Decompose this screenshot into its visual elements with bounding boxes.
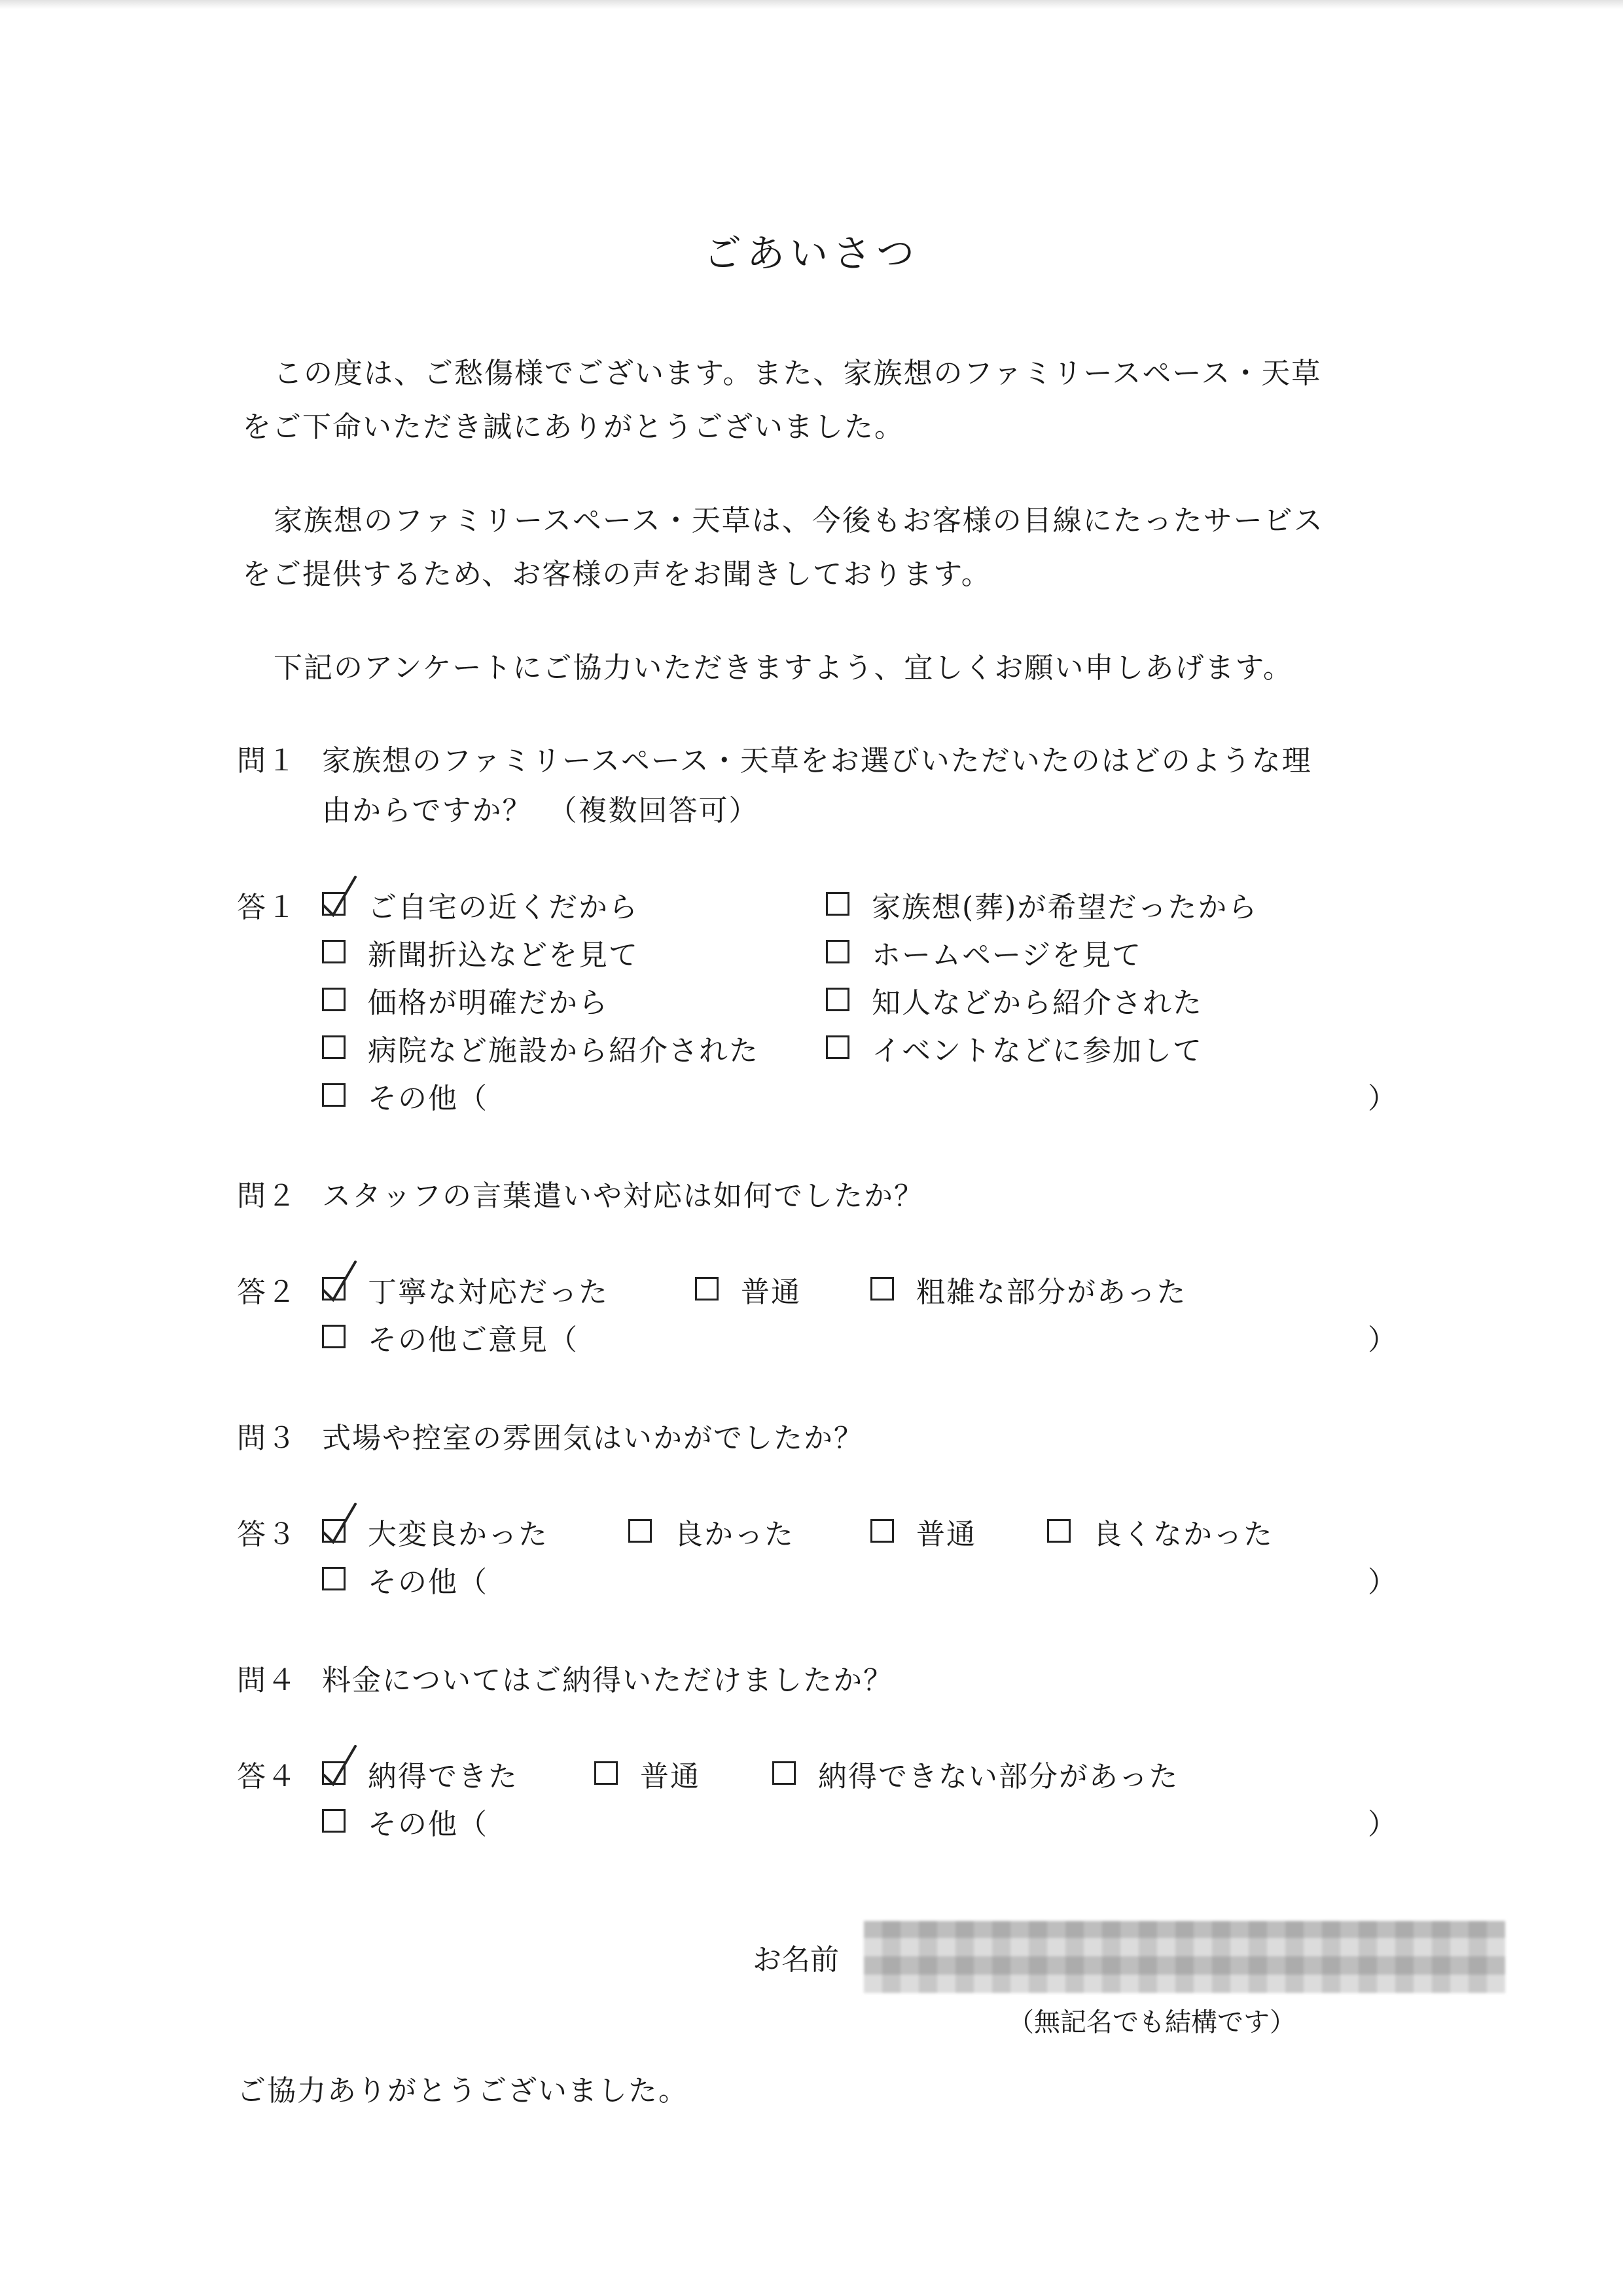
intro-paragraph-1 [242, 347, 1400, 454]
option-label: 丁寧な対応だった [368, 1276, 609, 1309]
answer-1-option-acquaintance[interactable] [826, 980, 1203, 1026]
checkbox[interactable] [322, 1325, 346, 1348]
question-3 [237, 1414, 864, 1463]
option-label: その他（ [368, 1566, 488, 1599]
answer-1-option-newspaper[interactable] [322, 933, 639, 978]
checkbox[interactable] [322, 940, 346, 963]
question-3-text: 式場や控室の雰囲気はいかがでしたか？ [322, 1422, 864, 1455]
option-label: ホームページを見て [872, 939, 1143, 972]
answer-4-label: 答４ [237, 1760, 297, 1793]
answer-2-label: 答２ [237, 1276, 297, 1309]
checkbox[interactable] [322, 1809, 346, 1833]
question-2 [237, 1172, 924, 1221]
answer-4-option-other[interactable] [322, 1802, 488, 1848]
option-label: 大変良かった [368, 1518, 548, 1551]
answer-1-other-close-paren: ） [1368, 1082, 1397, 1115]
intro-1-line-2: をご下命いただき誠にありがとうございました。 [242, 410, 904, 444]
answer-3-option-not-good[interactable] [1047, 1512, 1274, 1558]
option-label: その他（ [368, 1082, 488, 1115]
checkbox-checked[interactable] [322, 1761, 346, 1785]
checkbox[interactable] [594, 1761, 618, 1785]
scan-edge [0, 0, 1623, 9]
question-2-label: 問２ [237, 1179, 297, 1213]
checkbox[interactable] [772, 1761, 796, 1785]
option-label: 良くなかった [1093, 1518, 1274, 1551]
option-label: 普通 [640, 1760, 700, 1793]
question-2-text: スタッフの言葉遣いや対応は如何でしたか？ [322, 1179, 924, 1213]
answer-2-option-other[interactable] [322, 1318, 579, 1363]
answer-1-option-near-home[interactable] [322, 885, 639, 931]
option-label: 価格が明確だから [368, 986, 609, 1020]
question-4-text: 料金についてはご納得いただけましたか？ [322, 1664, 894, 1697]
answer-1-option-homepage[interactable] [826, 933, 1142, 978]
question-1-text-line-2: 由からですか？ （複数回答可） [322, 794, 759, 827]
option-label: 病院など施設から紹介された [368, 1034, 759, 1067]
checkbox[interactable] [826, 892, 849, 916]
answer-3-option-good[interactable] [628, 1512, 794, 1558]
intro-2-line-1: 家族想のファミリースペース・天草は、今後もお客様の目線にたったサービス [274, 504, 1324, 537]
intro-paragraph-3 [242, 641, 1400, 695]
checkbox[interactable] [870, 1277, 894, 1300]
checkbox[interactable] [1047, 1519, 1071, 1543]
check-mark-icon [320, 1744, 359, 1789]
name-note: （無記名でも結構です） [1008, 2007, 1296, 2037]
checkbox-checked[interactable] [322, 892, 346, 916]
name-label: お名前 [753, 1943, 839, 1977]
page-title: ごあいさつ [703, 231, 919, 276]
checkbox[interactable] [322, 1567, 346, 1590]
option-label: 普通 [741, 1276, 801, 1309]
checkbox-checked[interactable] [322, 1277, 346, 1300]
intro-paragraph-2 [242, 494, 1400, 601]
closing-thanks: ご協力ありがとうございました。 [237, 2074, 688, 2108]
checkbox[interactable] [826, 1035, 849, 1059]
option-label: 納得できた [368, 1760, 518, 1793]
answer-4-option-not-satisfied[interactable] [772, 1754, 1179, 1800]
option-label: その他（ [368, 1808, 488, 1841]
question-4 [237, 1656, 893, 1706]
option-label: 新聞折込などを見て [368, 939, 639, 972]
answer-3-option-other[interactable] [322, 1560, 488, 1605]
answer-4-option-normal[interactable] [594, 1754, 700, 1800]
checkbox[interactable] [628, 1519, 652, 1543]
check-mark-icon [320, 1501, 359, 1547]
checkbox-checked[interactable] [322, 1519, 346, 1543]
name-field-redacted [864, 1921, 1505, 1993]
option-label: 粗雑な部分があった [916, 1276, 1187, 1309]
answer-1-option-hospital[interactable] [322, 1028, 759, 1074]
answer-3-label: 答３ [237, 1518, 297, 1551]
option-label: イベントなどに参加して [872, 1034, 1203, 1067]
intro-1-line-1: この度は、ご愁傷様でございます。また、家族想のファミリースペース・天草 [274, 357, 1322, 390]
answer-1-label: 答１ [237, 891, 297, 924]
option-label: 普通 [916, 1518, 976, 1551]
checkbox[interactable] [826, 940, 849, 963]
option-label: 知人などから紹介された [872, 986, 1203, 1020]
answer-2-option-polite[interactable] [322, 1270, 609, 1316]
question-3-label: 問３ [237, 1422, 297, 1455]
option-label: ご自宅の近くだから [368, 891, 639, 924]
question-1-text-line-1: 家族想のファミリースペース・天草をお選びいただいたのはどのような理 [322, 744, 1312, 778]
check-mark-icon [320, 874, 359, 920]
answer-1-option-family-wish[interactable] [826, 885, 1258, 931]
option-label: 納得できない部分があった [818, 1760, 1179, 1793]
option-label: その他ご意見（ [368, 1323, 579, 1357]
answer-1-option-clear-price[interactable] [322, 980, 609, 1026]
checkbox[interactable] [826, 988, 849, 1011]
answer-3-option-very-good[interactable] [322, 1512, 548, 1558]
answer-2-option-normal[interactable] [695, 1270, 801, 1316]
answer-3-option-normal[interactable] [870, 1512, 976, 1558]
answer-1-option-other[interactable] [322, 1076, 488, 1122]
checkbox[interactable] [322, 988, 346, 1011]
answer-4-option-satisfied[interactable] [322, 1754, 518, 1800]
question-1-label: 問１ [237, 744, 297, 778]
checkbox[interactable] [322, 1083, 346, 1107]
option-label: 良かった [674, 1518, 794, 1551]
question-4-label: 問４ [237, 1664, 297, 1697]
question-1 [237, 736, 1312, 836]
checkbox[interactable] [322, 1035, 346, 1059]
answer-2-option-rough[interactable] [870, 1270, 1187, 1316]
check-mark-icon [320, 1259, 359, 1305]
checkbox[interactable] [870, 1519, 894, 1543]
answer-4-other-close-paren: ） [1368, 1808, 1397, 1841]
answer-2-other-close-paren: ） [1368, 1323, 1397, 1357]
option-label: 家族想(葬)が希望だったから [872, 891, 1258, 924]
intro-3-line-1: 下記のアンケートにご協力いただきますよう、宜しくお願い申しあげます。 [274, 651, 1293, 685]
answer-1-option-event[interactable] [826, 1028, 1203, 1074]
intro-2-line-2: をご提供するため、お客様の声をお聞きしております。 [242, 558, 991, 591]
answer-3-other-close-paren: ） [1368, 1566, 1397, 1599]
checkbox[interactable] [695, 1277, 719, 1300]
